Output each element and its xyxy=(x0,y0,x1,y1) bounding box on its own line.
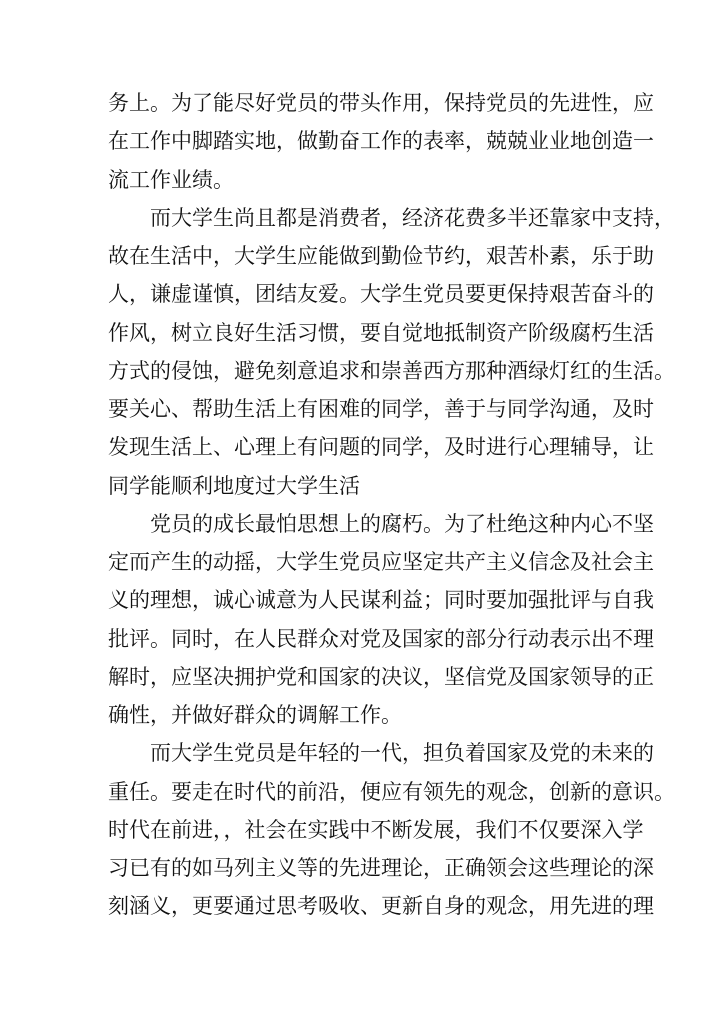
text-line: 刻涵义，更要通过思考吸收、更新自身的观念，用先进的理 xyxy=(108,894,654,919)
text-line: 解时，应坚决拥护党和国家的决议，坚信党及国家领导的正 xyxy=(108,664,654,689)
text-line: 人，谦虚谨慎，团结友爱。大学生党员要更保持艰苦奋斗的 xyxy=(108,282,654,307)
text-line: 重任。要走在时代的前沿，便应有领先的观念，创新的意识。 xyxy=(108,779,675,804)
text-line: 作风，树立良好生活习惯，要自觉地抵制资产阶级腐朽生活 xyxy=(108,320,654,345)
paragraph-first-line: 而大学生尚且都是消费者，经济花费多半还靠家中支持， xyxy=(150,205,675,230)
text-line: 批评。同时，在人民群众对党及国家的部分行动表示出不理 xyxy=(108,626,654,651)
paragraph-first-line: 而大学生党员是年轻的一代，担负着国家及党的未来的 xyxy=(150,741,654,766)
text-line: 发现生活上、心理上有问题的同学，及时进行心理辅导，让 xyxy=(108,435,654,460)
text-line: 在工作中脚踏实地，做勤奋工作的表率，兢兢业业地创造一 xyxy=(108,129,654,154)
text-line: 确性，并做好群众的调解工作。 xyxy=(108,703,402,727)
text-line: 习已有的如马列主义等的先进理论，正确领会这些理论的深 xyxy=(108,856,654,880)
text-line: 同学能顺利地度过大学生活 xyxy=(108,473,360,498)
text-line: 流工作业绩。 xyxy=(108,167,234,192)
text-line: 故在生活中，大学生应能做到勤俭节约，艰苦朴素，乐于助 xyxy=(108,244,654,268)
paragraph-first-line: 党员的成长最怕思想上的腐朽。为了杜绝这种内心不坚 xyxy=(150,511,654,536)
body-text xyxy=(108,84,675,926)
text-line: 方式的侵蚀，避免刻意追求和崇善西方那种酒绿灯红的生活。 xyxy=(108,358,675,383)
text-line: 义的理想，诚心诚意为人民谋利益；同时要加强批评与自我 xyxy=(108,588,654,613)
text-line: 定而产生的动摇，大学生党员应坚定共产主义信念及社会主 xyxy=(108,550,654,574)
text-line: 要关心、帮助生活上有困难的同学，善于与同学沟通，及时 xyxy=(108,397,654,421)
text-line: 时代在前进，，社会在实践中不断发展，我们不仅要深入学 xyxy=(108,817,644,842)
text-line: 务上。为了能尽好党员的带头作用，保持党员的先进性，应 xyxy=(108,91,654,115)
